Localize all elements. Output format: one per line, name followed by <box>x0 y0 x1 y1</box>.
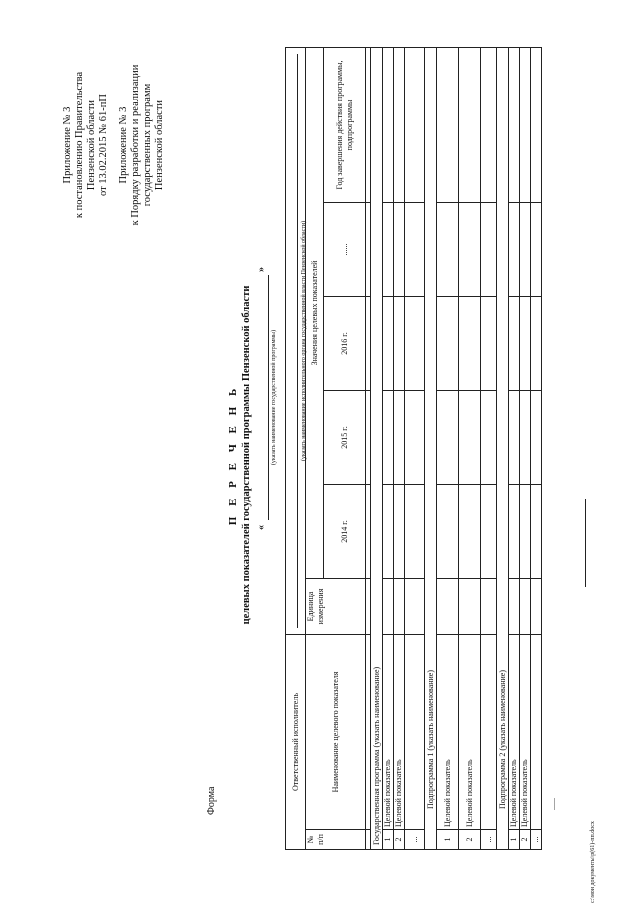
row-num: 1 <box>383 830 394 850</box>
program-name-line <box>268 275 269 520</box>
table-continuation: ...... <box>548 798 557 810</box>
row-num: 2 <box>394 830 405 850</box>
quote-open: « <box>256 525 267 530</box>
appendix-line: от 13.02.2015 № 61-пП <box>98 93 109 197</box>
row-num: ... <box>405 830 425 850</box>
row-num: ... <box>531 830 542 850</box>
appendix-line: Пензенской области <box>154 99 165 191</box>
appendix-block <box>62 25 166 265</box>
row-name <box>405 634 425 829</box>
col-header-values: Значения целевых показателей <box>306 47 324 578</box>
row-num: 1 <box>437 830 459 850</box>
footer-line <box>585 499 586 587</box>
quote-close: » <box>256 267 267 272</box>
section-title: Государственная программа (указать наименование) <box>371 47 383 849</box>
row-name: Целевой показатель <box>509 634 520 829</box>
col-header-unit: Единица измерения <box>306 578 366 634</box>
form-label: Форма <box>206 786 217 815</box>
row-name: Целевой показатель <box>394 634 405 829</box>
appendix-line: Приложение № 3 <box>118 106 129 184</box>
col-header-year: 2014 г. <box>324 484 366 578</box>
row-name: Целевой показатель <box>383 634 394 829</box>
row-name: Целевой показатель <box>459 634 481 829</box>
document-subtitle: целевых показателей государственной программы Пензенской области <box>241 285 252 625</box>
appendix-line: государственных программ <box>142 83 153 207</box>
row-num: 1 <box>509 830 520 850</box>
row-num: ... <box>481 830 497 850</box>
col-header-year: 2015 г. <box>324 390 366 484</box>
appendix-line: Пензенской области <box>86 99 97 191</box>
section-title: Подпрограмма 2 (указать наименование) <box>497 47 509 849</box>
footer-path: c:\мои документы\р(61)-пп.docx <box>590 821 596 903</box>
row-num: 2 <box>520 830 531 850</box>
col-header-year: ...... <box>324 202 366 296</box>
section-title: Подпрограмма 1 (указать наименование) <box>425 47 437 849</box>
executor-hint: (указать наименование исполнительного органа государственной власти Пензенской области) <box>300 220 307 462</box>
appendix-line: к Порядку разработки и реализации <box>130 64 141 226</box>
col-header-end-year: Год завершения действия программы, подпрограммы <box>324 47 366 202</box>
col-header-name: Наименование целевого показателя <box>306 634 366 829</box>
document-title: П Е Р Е Ч Е Н Ь <box>227 384 239 526</box>
row-num: 2 <box>459 830 481 850</box>
row-name <box>481 634 497 829</box>
row-name: Целевой показатель <box>437 634 459 829</box>
appendix-line: Приложение № 3 <box>62 106 73 184</box>
row-name: Целевой показатель <box>520 634 531 829</box>
row-name <box>531 634 542 829</box>
program-hint: (указать наименование государственной программы) <box>271 329 277 466</box>
col-header-year: 2016 г. <box>324 296 366 390</box>
executor-label: Ответственный исполнитель <box>286 634 306 849</box>
indicators-table <box>285 47 542 850</box>
appendix-line: к постановлению Правительства <box>74 71 85 219</box>
col-header-num: № п/п <box>306 830 366 850</box>
